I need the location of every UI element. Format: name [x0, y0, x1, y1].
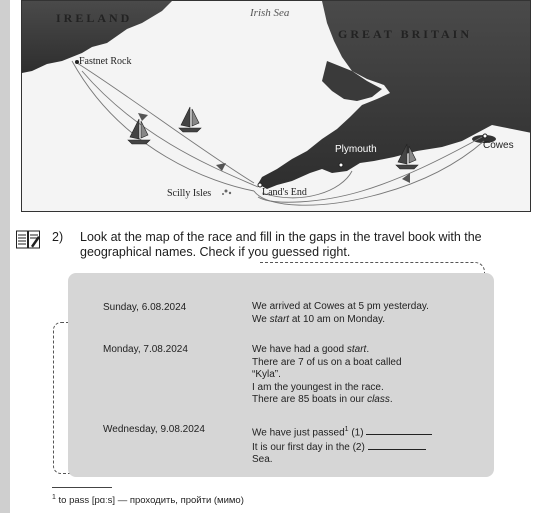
footnote: $^1$ to pass [pɑːs] — проходить, пройти (мимо)	[52, 494, 244, 507]
keyword-start: start	[269, 313, 290, 325]
entry-text	[252, 344, 482, 407]
entry-line: There are 7 of us on a boat called	[252, 356, 402, 368]
page-edge-strip	[0, 0, 10, 513]
entry-line: There are 85 boats in our class.	[252, 394, 393, 405]
label-lands-end: Land's End	[262, 187, 307, 198]
label-great-britain: GREAT BRITAIN	[338, 27, 473, 41]
race-map	[21, 0, 531, 212]
footnote-divider	[52, 487, 112, 488]
entry-text	[252, 301, 482, 326]
book-pencil-icon	[16, 230, 41, 249]
entry-line: It is our first day in the (2)	[252, 440, 482, 455]
keyword-class: class	[367, 394, 390, 405]
label-irish-sea: Irish Sea	[250, 7, 290, 19]
label-fastnet-rock: Fastnet Rock	[79, 56, 132, 67]
label-plymouth: Plymouth	[335, 144, 377, 155]
gap-1-blank[interactable]	[366, 425, 432, 435]
entry-line: I am the youngest in the race.	[252, 381, 384, 393]
cowes-dot	[483, 134, 487, 138]
entry-line: Sea.	[252, 454, 273, 466]
entry-date: Wednesday, 9.08.2024	[103, 424, 205, 435]
entry-line: We have had a good start.	[252, 344, 370, 355]
task-instruction: Look at the map of the race and fill in the gaps in the travel book with the geographical names. Check if you guessed right.	[80, 230, 482, 259]
entry-line: “Kyla”.	[252, 369, 281, 380]
label-cowes: Cowes	[483, 140, 514, 151]
entry-date: Monday, 7.08.2024	[103, 344, 188, 355]
entry-line: We have just passed$^1$ (1)	[252, 424, 482, 440]
entry-line: We arrived at Cowes at 5 pm yesterday.	[252, 301, 429, 312]
label-ireland: IRELAND	[56, 11, 133, 25]
keyword-start: start	[346, 344, 367, 355]
entry-text	[252, 424, 482, 467]
task-number: 2)	[52, 230, 64, 244]
entry-line: We start at 10 am on Monday.	[252, 313, 386, 325]
entry-date: Sunday, 6.08.2024	[103, 302, 187, 313]
label-scilly-isles: Scilly Isles	[167, 188, 212, 199]
plymouth-dot	[339, 163, 343, 167]
gap-2-blank[interactable]	[368, 440, 426, 450]
